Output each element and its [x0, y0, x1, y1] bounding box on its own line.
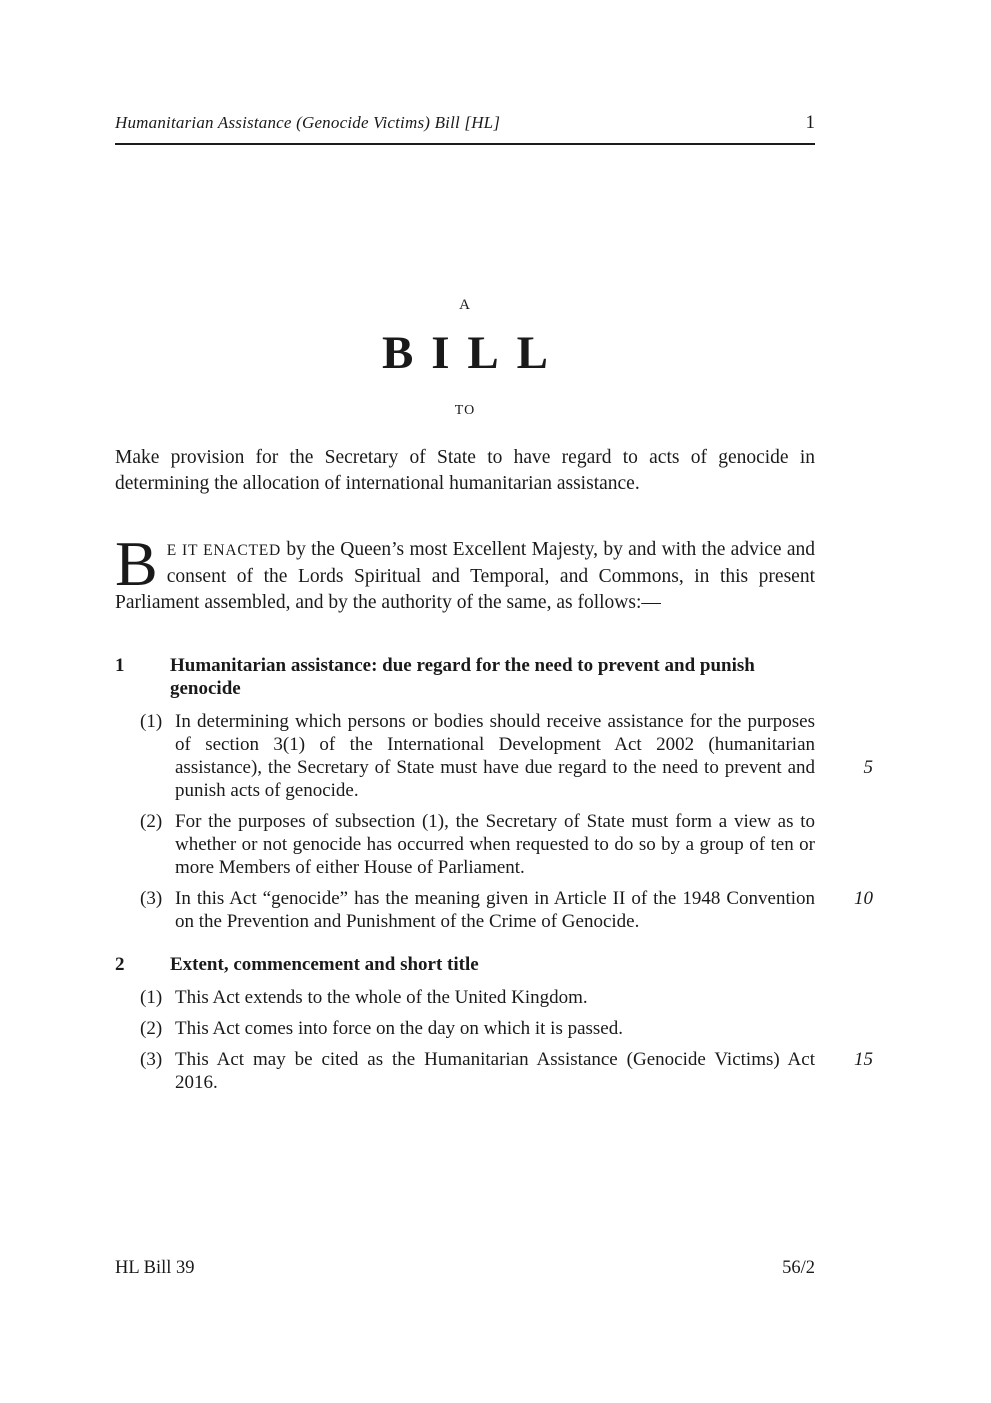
enacting-smallcaps: E IT ENACTED [166, 542, 282, 559]
subsection-number: (2) [140, 1018, 163, 1039]
margin-line-number: 15 [854, 1049, 873, 1070]
subsection-number: (3) [140, 888, 163, 909]
page-content [115, 112, 873, 1094]
subsection-text: In this Act “genocide” has the meaning given in Article II of the 1948 Convention on the Prevention and Punishment of the Crime of Genocide. [175, 888, 815, 932]
subsection-1-2 [115, 810, 815, 879]
bill-heading-block [115, 297, 815, 419]
page-footer [115, 1258, 815, 1279]
subsection-number: (2) [140, 811, 163, 832]
section-2-heading [115, 953, 815, 976]
section-number: 2 [115, 954, 125, 975]
dropcap-letter: B [115, 528, 158, 599]
page-number: 1 [805, 112, 815, 133]
subsection-1-3 [115, 887, 873, 933]
enacting-text: by the Queen’s most Excellent Majesty, by and with the advice and consent of the Lords Spiritual and Temporal, and Commons, in this present Parliament assembled, and by the authority of the same, as follows:— [115, 539, 815, 613]
long-title: Make provision for the Secretary of State to have regard to acts of genocide in determining the allocation of international humanitarian assistance. [115, 447, 815, 494]
subsection-text: In determining which persons or bodies should receive assistance for the purposes of section 3(1) of the International Development Act 2002 (humanitarian assistance), the Secretary of State must have due regard to the need to prevent and punish acts of genocide. [175, 711, 815, 801]
bill-to-word: TO [454, 403, 476, 418]
margin-line-number: 10 [854, 888, 873, 909]
document-short-title: Humanitarian Assistance (Genocide Victims) Bill [HL] [115, 113, 501, 132]
bill-article-a: A [459, 297, 471, 313]
subsection-1-1 [115, 710, 873, 802]
section-number: 1 [115, 655, 125, 676]
bill-print-number: HL Bill 39 [115, 1258, 195, 1278]
subsection-2-3 [115, 1048, 873, 1094]
section-title: Humanitarian assistance: due regard for the need to prevent and punish genocide [170, 655, 755, 699]
session-number: 56/2 [782, 1258, 815, 1278]
subsection-2-2 [115, 1017, 815, 1040]
section-title: Extent, commencement and short title [170, 954, 479, 975]
subsection-text: For the purposes of subsection (1), the Secretary of State must form a view as to whether or not genocide has occurred when requested to do so by a group of ten or more Members of either House of Parliament. [175, 811, 815, 878]
subsection-text: This Act may be cited as the Humanitarian Assistance (Genocide Victims) Act 2016. [175, 1049, 815, 1093]
subsection-number: (1) [140, 711, 163, 732]
margin-line-number: 5 [863, 757, 873, 778]
subsection-number: (3) [140, 1049, 163, 1070]
subsection-text: This Act extends to the whole of the United Kingdom. [175, 987, 588, 1008]
running-header [115, 112, 815, 145]
enacting-clause [115, 528, 815, 616]
subsection-text: This Act comes into force on the day on which it is passed. [175, 1018, 623, 1039]
bill-word: BILL [382, 327, 566, 379]
section-1-heading [115, 654, 815, 700]
subsection-number: (1) [140, 987, 163, 1008]
subsection-2-1 [115, 986, 815, 1009]
